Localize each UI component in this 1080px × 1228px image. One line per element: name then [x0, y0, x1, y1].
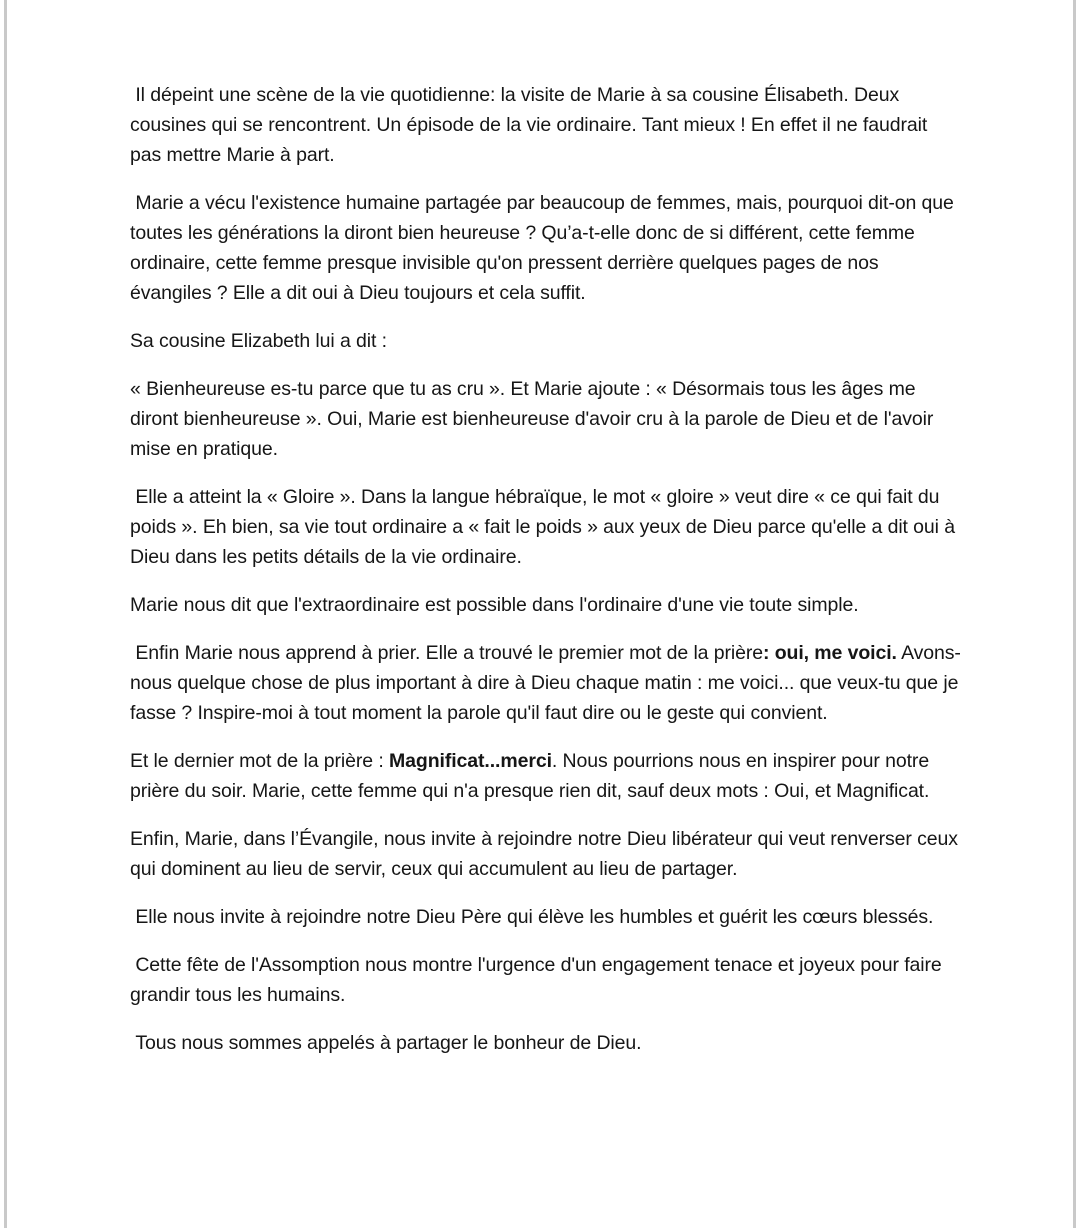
- paragraph-sa-cousine: [130, 326, 963, 356]
- paragraph-dieu-pere: [130, 902, 963, 932]
- paragraph-text: Avons-nous quelque chose de plus important à dire à Dieu chaque matin : me voici... que veux-tu que je fasse ? Inspire-moi à tout moment la parole qu'il faut dire ou le geste qui convient.: [130, 642, 964, 724]
- paragraph-text: Elle a atteint la « Gloire ». Dans la langue hébraïque, le mot « gloire » veut dire « ce qui fait du poids ». Eh bien, sa vie tout ordinaire a « fait le poids » aux yeux de Dieu parce qu'elle a dit oui à Dieu dans les petits détails de la vie ordinaire.: [130, 486, 961, 568]
- paragraph-dieu-liberateur: [130, 824, 963, 884]
- paragraph-gloire: [130, 482, 963, 572]
- page-edge-right: [1073, 0, 1076, 1228]
- paragraph-text: Marie nous dit que l'extraordinaire est possible dans l'ordinaire d'une vie toute simple.: [130, 594, 859, 616]
- paragraph-bonheur-de-dieu: [130, 1028, 963, 1058]
- paragraph-existence-humaine: [130, 188, 963, 308]
- paragraph-text: Tous nous sommes appelés à partager le bonheur de Dieu.: [130, 1032, 642, 1054]
- paragraph-text: . Nous pourrions nous en inspirer pour notre prière du soir. Marie, cette femme qui n'a presque rien dit, sauf deux mots : Oui, et Magnificat.: [130, 750, 935, 802]
- paragraph-extraordinaire: [130, 590, 963, 620]
- paragraph-bienheureuse: [130, 374, 963, 464]
- paragraph-text: Cette fête de l'Assomption nous montre l'urgence d'un engagement tenace et joyeux pour faire grandir tous les humains.: [130, 954, 947, 1006]
- paragraph-text: Et le dernier mot de la prière :: [130, 750, 389, 772]
- bold-text-oui-me-voici: : oui, me voici.: [763, 642, 897, 664]
- paragraph-text: Il dépeint une scène de la vie quotidienne: la visite de Marie à sa cousine Élisabeth. Deux cousines qui se rencontrent. Un épisode de la vie ordinaire. Tant mieux ! En effet il ne faudrait pas mettre Marie à part.: [130, 84, 933, 166]
- paragraph-dernier-mot-priere: [130, 746, 963, 806]
- paragraph-fete-assomption: [130, 950, 963, 1010]
- document-text: [130, 80, 963, 1076]
- paragraph-text: Enfin, Marie, dans l’Évangile, nous invite à rejoindre notre Dieu libérateur qui veut renverser ceux qui dominent au lieu de servir, ceux qui accumulent au lieu de partager.: [130, 828, 964, 880]
- paragraph-text: Enfin Marie nous apprend à prier. Elle a trouvé le premier mot de la prière: [130, 642, 763, 664]
- paragraph-text: Sa cousine Elizabeth lui a dit :: [130, 330, 387, 352]
- paragraph-text: « Bienheureuse es-tu parce que tu as cru ». Et Marie ajoute : « Désormais tous les âges me diront bienheureuse ». Oui, Marie est bienheureuse d'avoir cru à la parole de Dieu et de l'avoir mise en pratique.: [130, 378, 939, 460]
- paragraph-text: Elle nous invite à rejoindre notre Dieu Père qui élève les humbles et guérit les cœurs blessés.: [130, 906, 934, 928]
- paragraph-premier-mot-priere: [130, 638, 963, 728]
- paragraph-visite: [130, 80, 963, 170]
- paragraph-text: Marie a vécu l'existence humaine partagée par beaucoup de femmes, mais, pourquoi dit-on que toutes les générations la diront bien heureuse ? Qu’a-t-elle donc de si différent, cette femme ordinaire, cette femme presque invisible qu'on pressent derrière quelques pages de nos évangiles ? Elle a dit oui à Dieu toujours et cela suffit.: [130, 192, 960, 304]
- page-edge-left: [4, 0, 7, 1228]
- bold-text-magnificat-merci: Magnificat...merci: [389, 750, 552, 772]
